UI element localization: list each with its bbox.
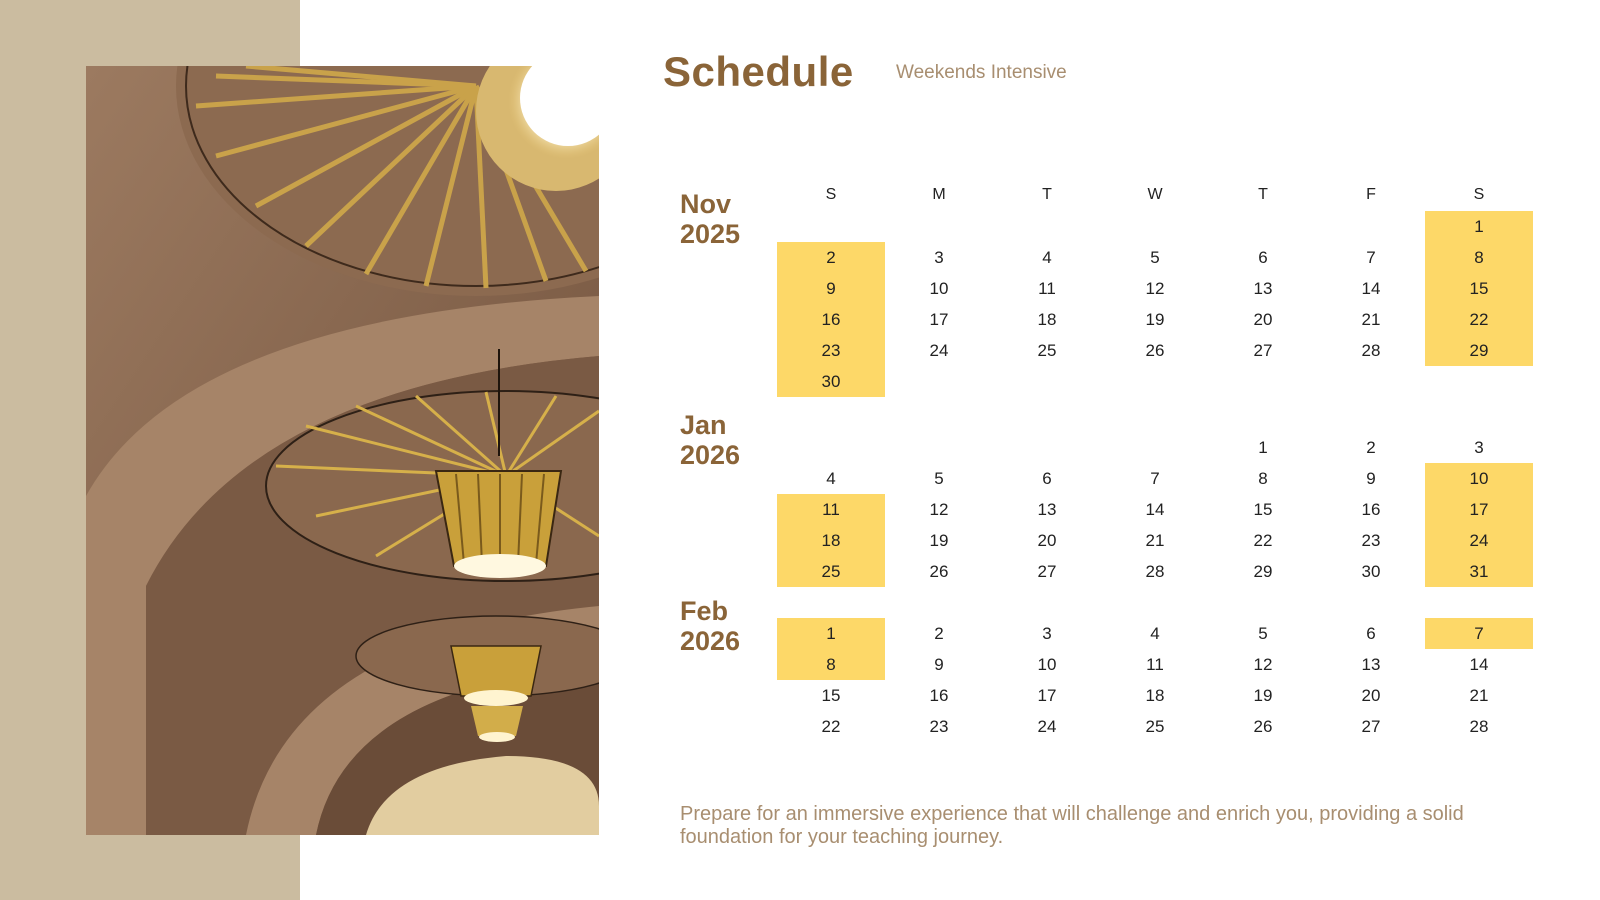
calendar-day: 7 (1366, 248, 1376, 267)
calendar-day: 26 (1253, 717, 1273, 736)
calendar-day: 28 (1469, 717, 1489, 736)
calendar-day: 2 (777, 242, 885, 273)
calendar-day: 14 (1145, 500, 1165, 519)
calendar-day: 6 (1366, 624, 1376, 643)
calendar-day: 18 (777, 525, 885, 556)
calendar-day: 24 (1037, 717, 1057, 736)
calendar-day: 16 (929, 686, 949, 705)
calendar-day: 9 (934, 655, 944, 674)
calendar-day: 1 (1258, 438, 1268, 457)
calendar-day: 17 (1425, 494, 1533, 525)
calendar-day: 3 (1474, 438, 1484, 457)
calendar-day: 20 (1037, 531, 1057, 550)
calendar-day: 20 (1361, 686, 1381, 705)
calendar-day: 5 (1258, 624, 1268, 643)
calendar-day: 21 (1145, 531, 1165, 550)
calendar-day: 16 (1361, 500, 1381, 519)
calendar-day: 22 (1253, 531, 1273, 550)
calendar-day: 3 (934, 248, 944, 267)
calendar-day: 8 (1425, 242, 1533, 273)
calendar-day: 6 (1258, 248, 1268, 267)
calendar-day: 16 (777, 304, 885, 335)
calendar-day: 11 (1038, 279, 1056, 298)
calendar-day: 25 (777, 556, 885, 587)
weekday-header: F (1366, 186, 1376, 203)
calendar-day: 2 (1366, 438, 1376, 457)
calendar-day: 15 (1253, 500, 1273, 519)
month-year: 2026 (680, 626, 741, 656)
weekday-header: M (932, 186, 946, 203)
calendar-day: 25 (1145, 717, 1165, 736)
calendar-day: 10 (929, 279, 949, 298)
month-label (680, 596, 740, 656)
calendar-day: 12 (929, 500, 949, 519)
lamps-photo (86, 66, 599, 835)
calendar-day: 19 (1253, 686, 1273, 705)
calendar-day: 22 (1425, 304, 1533, 335)
calendar-day: 23 (777, 335, 885, 366)
calendar-day: 18 (1037, 310, 1057, 329)
calendar-day: 26 (929, 562, 949, 581)
calendar-day: 21 (1361, 310, 1381, 329)
month-name: Feb (680, 596, 729, 626)
calendar-day: 9 (1366, 469, 1376, 488)
calendar-day: 28 (1145, 562, 1165, 581)
calendar-day: 7 (1150, 469, 1160, 488)
footer-description: Prepare for an immersive experience that will challenge and enrich you, providing a solid foundation for your teaching journey. (680, 803, 1464, 848)
calendar-day: 15 (821, 686, 841, 705)
weekday-header: T (1042, 186, 1052, 203)
calendar-day: 20 (1253, 310, 1273, 329)
calendar-day: 1 (1425, 211, 1533, 242)
calendar-day: 29 (1425, 335, 1533, 366)
calendar-day: 24 (1425, 525, 1533, 556)
calendar-day: 30 (1361, 562, 1381, 581)
calendar-day: 19 (929, 531, 949, 550)
calendar-day: 25 (1037, 341, 1057, 360)
calendar-day: 12 (1253, 655, 1273, 674)
calendar-day: 13 (1037, 500, 1057, 519)
calendar-day: 17 (929, 310, 949, 329)
calendar-day: 10 (1037, 655, 1057, 674)
month-name: Jan (680, 410, 727, 440)
calendar-day: 5 (934, 469, 944, 488)
calendar-day: 4 (826, 469, 836, 488)
calendar-day: 15 (1425, 273, 1533, 304)
month-label (680, 189, 740, 249)
calendar-day: 4 (1042, 248, 1052, 267)
calendar-day: 6 (1042, 469, 1052, 488)
calendar-day: 5 (1150, 248, 1160, 267)
calendar-day: 13 (1361, 655, 1381, 674)
weekday-header: S (1473, 186, 1485, 203)
calendar-day: 11 (1146, 655, 1164, 674)
calendar-day: 24 (929, 341, 949, 360)
calendar-day: 30 (777, 366, 885, 397)
month-name: Nov (680, 189, 732, 219)
page-title: Schedule (663, 48, 854, 95)
calendar-day: 7 (1425, 618, 1533, 649)
calendar-day: 27 (1253, 341, 1273, 360)
calendar-day: 17 (1037, 686, 1057, 705)
page-subtitle: Weekends Intensive (896, 62, 1067, 83)
calendar-day: 27 (1037, 562, 1057, 581)
calendar-day: 18 (1145, 686, 1165, 705)
calendar-day: 21 (1469, 686, 1489, 705)
calendar-day: 4 (1150, 624, 1160, 643)
calendar-day: 19 (1145, 310, 1165, 329)
weekday-header: S (825, 186, 837, 203)
calendar-day: 2 (934, 624, 944, 643)
calendar-day: 11 (777, 494, 885, 525)
calendar-day: 23 (1361, 531, 1381, 550)
calendar-day: 9 (777, 273, 885, 304)
calendar-day: 10 (1425, 463, 1533, 494)
month-year: 2026 (680, 440, 741, 470)
calendar-day: 22 (821, 717, 841, 736)
calendar-day: 14 (1361, 279, 1381, 298)
weekday-header: W (1147, 186, 1163, 203)
month-year: 2025 (680, 219, 741, 249)
calendar-day: 14 (1469, 655, 1489, 674)
month-label (680, 410, 740, 470)
calendar-day: 3 (1042, 624, 1052, 643)
calendar-day: 26 (1145, 341, 1165, 360)
calendar-day: 31 (1425, 556, 1533, 587)
calendar-day: 23 (929, 717, 949, 736)
calendar-day: 28 (1361, 341, 1381, 360)
calendar-day: 8 (777, 649, 885, 680)
calendar-day: 12 (1145, 279, 1165, 298)
calendar-day: 1 (777, 618, 885, 649)
weekday-header: T (1258, 186, 1268, 203)
calendar-day: 27 (1361, 717, 1381, 736)
calendar-day: 13 (1253, 279, 1273, 298)
calendar-day: 8 (1258, 469, 1268, 488)
calendar-day: 29 (1253, 562, 1273, 581)
